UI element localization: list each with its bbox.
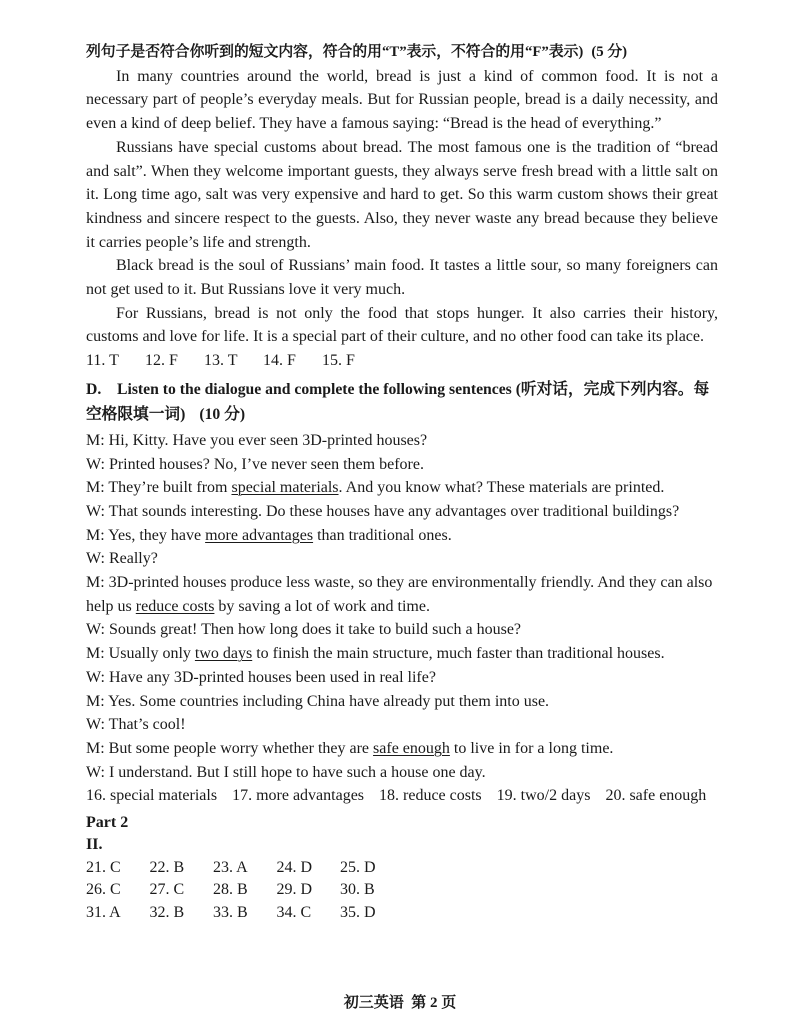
underlined-answer: special materials	[231, 479, 339, 497]
answer-item: 34. C	[276, 903, 312, 921]
underlined-answer: reduce costs	[135, 597, 215, 615]
dialogue-text: 3D-printed houses produce less waste, so they are environmentally friendly. And they can also help us	[86, 574, 713, 615]
answer-row-16-20	[86, 784, 718, 808]
passage-paragraph-1	[86, 65, 718, 136]
answer-row-11-15	[86, 349, 718, 373]
underlined-answer: two days	[194, 645, 253, 663]
dialogue-text: They’re built from	[108, 479, 232, 497]
answer-item: 31. A	[86, 903, 121, 921]
answer-item: 16. special materials	[86, 787, 218, 805]
answer-item: 19. two/2 days	[496, 787, 591, 805]
answer-item: 18. reduce costs	[379, 787, 482, 805]
passage-line: For Russians, bread is not only the food that stops hunger. It also carries their history,	[116, 304, 718, 322]
document-page	[86, 41, 718, 925]
section-d-heading-line	[86, 402, 718, 427]
passage-line: it. Long time ago, salt was very expensive and hard to get. So this warm custom shows their great	[86, 186, 718, 204]
answer-item: 15. F	[322, 352, 355, 370]
dialogue-line	[86, 524, 718, 548]
speaker-label: W:	[86, 455, 105, 473]
dialogue-text: Really?	[108, 550, 158, 568]
answer-item: 29. D	[276, 881, 313, 899]
section-c-instruction	[86, 41, 718, 65]
answer-item: 21. C	[86, 858, 121, 876]
passage-paragraph-4	[86, 302, 718, 349]
speaker-label: M:	[86, 739, 105, 757]
section-d-title: 空格限填一词)	[86, 405, 186, 423]
passage-paragraph-2	[86, 136, 718, 255]
speaker-label: W:	[86, 502, 105, 520]
speaker-label: M:	[86, 431, 105, 449]
dialogue-text: to live in for a long time.	[449, 739, 614, 757]
speaker-label: W:	[86, 621, 105, 639]
passage-line: it carries people’s life and strength.	[86, 233, 311, 251]
dialogue-line	[86, 761, 718, 785]
dialogue-text: I understand. But I still hope to have such a house one day.	[108, 763, 486, 781]
part-2	[86, 812, 718, 925]
dialogue-text: That sounds interesting. Do these houses have any advantages over traditional buildings?	[108, 502, 680, 520]
dialogue-line	[86, 453, 718, 477]
passage-line: Black bread is the soul of Russians’ main food. It tastes a little sour, so many foreigners can	[116, 257, 718, 275]
answer-item: 20. safe enough	[605, 787, 707, 805]
section-d-title: Listen to the dialogue and complete the following sentences (听对话，完成下列内容。每	[117, 380, 710, 398]
passage-paragraph-3	[86, 254, 718, 301]
answer-item: 27. C	[149, 881, 185, 899]
dialogue-line	[86, 666, 718, 690]
passage-line: customs and love for life. It is a special part of their culture, and no other food can take its place.	[86, 328, 705, 346]
passage-line: not get used to it. But Russians love it very much.	[86, 281, 406, 299]
dialogue-line	[86, 476, 718, 500]
answer-item: 28. B	[213, 881, 248, 899]
answer-item: 26. C	[86, 881, 121, 899]
dialogue-text: than traditional ones.	[313, 526, 452, 544]
dialogue-line	[86, 500, 718, 524]
answer-row-21-25	[86, 857, 718, 880]
answer-item: 11. T	[86, 352, 119, 370]
section-d-heading	[86, 377, 718, 427]
dialogue-text: Usually only	[108, 645, 195, 663]
dialogue-line	[86, 618, 718, 642]
answer-item: 17. more advantages	[232, 787, 365, 805]
answer-item: 32. B	[149, 903, 185, 921]
answer-item: 33. B	[213, 903, 248, 921]
dialogue-line	[86, 713, 718, 737]
part-title: Part 2	[86, 813, 129, 831]
dialogue-text: Have any 3D-printed houses been used in real life?	[108, 668, 436, 686]
answer-item: 12. F	[145, 352, 178, 370]
speaker-label: M:	[86, 479, 105, 497]
dialogue	[86, 429, 718, 785]
speaker-label: W:	[86, 763, 105, 781]
section-d-label: D.	[86, 380, 102, 398]
answer-item: 23. A	[213, 858, 248, 876]
dialogue-text: But some people worry whether they are	[108, 739, 374, 757]
answer-item: 24. D	[276, 858, 313, 876]
instruction-points: (5 分)	[591, 44, 628, 60]
answer-item: 14. F	[263, 352, 296, 370]
page-footer: 初三英语 第 2 页	[343, 995, 457, 1011]
dialogue-text: Yes, they have	[108, 526, 206, 544]
dialogue-line	[86, 737, 718, 761]
answer-item: 30. B	[340, 881, 375, 899]
answer-row-26-30	[86, 879, 718, 902]
dialogue-text: Hi, Kitty. Have you ever seen 3D-printed houses?	[108, 431, 428, 449]
instruction-text: 列句子是否符合你听到的短文内容，符合的用“T”表示，不符合的用“F”表示)	[86, 44, 584, 60]
speaker-label: M:	[86, 645, 105, 663]
speaker-label: W:	[86, 668, 105, 686]
answer-row-31-35	[86, 902, 718, 925]
dialogue-line	[86, 690, 718, 714]
answer-item: 35. D	[340, 903, 376, 921]
underlined-answer: safe enough	[373, 739, 450, 757]
answer-item: 22. B	[149, 858, 185, 876]
passage-line: and salt”. When they welcome important guests, they always serve fresh bread with a little salt on	[86, 162, 718, 180]
dialogue-line	[86, 429, 718, 453]
section-label: II.	[86, 836, 103, 854]
passage-line: Russians have special customs about bread. The most famous one is the tradition of “bread	[116, 138, 718, 156]
dialogue-text: . And you know what? These materials are printed.	[338, 479, 665, 497]
dialogue-text: by saving a lot of work and time.	[214, 597, 430, 615]
underlined-answer: more advantages	[205, 526, 314, 544]
passage-line: necessary part of people’s everyday meals. But for Russian people, bread is a daily necessity, and	[86, 91, 718, 109]
dialogue-line	[86, 571, 718, 618]
dialogue-text: to finish the main structure, much faster than traditional houses.	[252, 645, 665, 663]
dialogue-text: Printed houses? No, I’ve never seen them before.	[108, 455, 424, 473]
speaker-label: M:	[86, 526, 105, 544]
answer-item: 25. D	[340, 858, 376, 876]
dialogue-line	[86, 642, 718, 666]
speaker-label: W:	[86, 550, 105, 568]
passage-line: In many countries around the world, bread is just a kind of common food. It is not a	[116, 67, 718, 85]
section-d-points: (10 分)	[199, 405, 246, 423]
dialogue-text: Yes. Some countries including China have already put them into use.	[108, 692, 550, 710]
passage	[86, 65, 718, 349]
answer-item: 13. T	[204, 352, 238, 370]
dialogue-text: Sounds great! Then how long does it take to build such a house?	[108, 621, 522, 639]
section-d-heading-line	[86, 377, 718, 402]
passage-line: kindness and sincere respect to the guests. Also, they never waste any bread because they believe	[86, 209, 718, 227]
speaker-label: M:	[86, 574, 105, 592]
speaker-label: M:	[86, 692, 105, 710]
dialogue-text: That’s cool!	[108, 716, 186, 734]
dialogue-line	[86, 547, 718, 571]
passage-line: even a kind of deep belief. They have a famous saying: “Bread is the head of everything.”	[86, 115, 662, 133]
speaker-label: W:	[86, 716, 105, 734]
